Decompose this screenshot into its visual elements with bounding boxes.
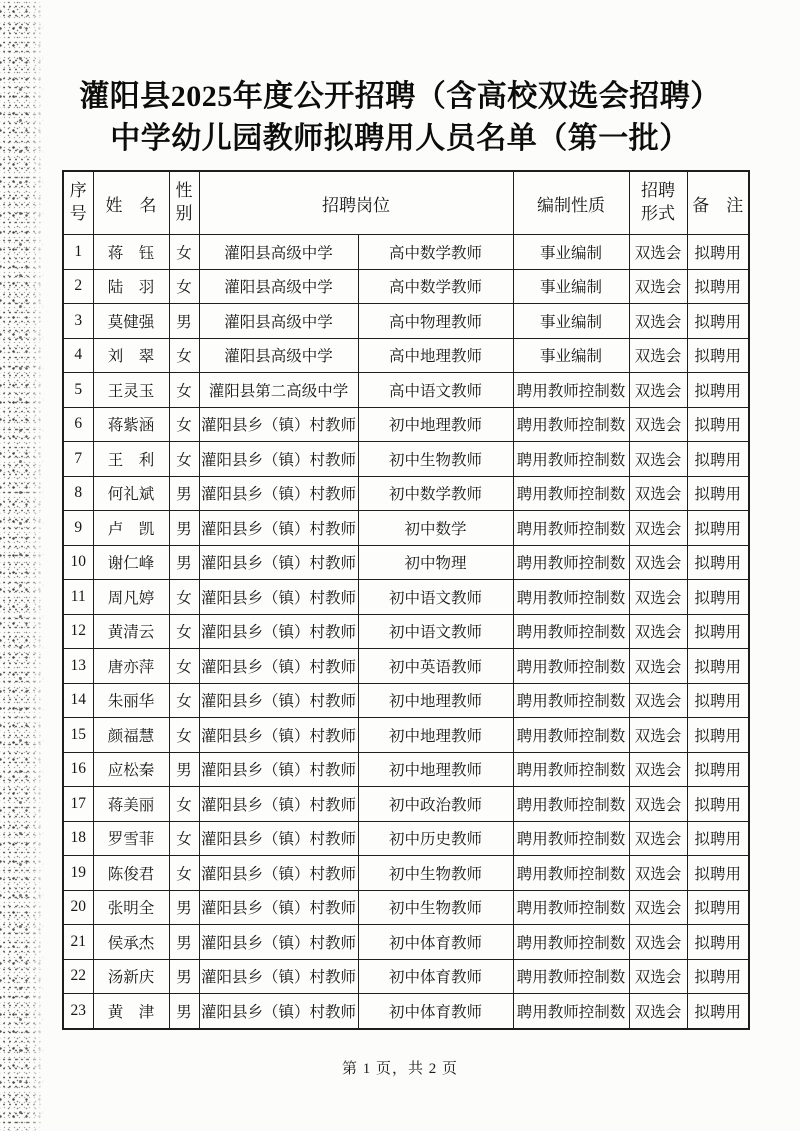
- cell-form: 双选会: [629, 890, 687, 925]
- cell-position: 高中地理教师: [358, 338, 513, 373]
- cell-gender: 女: [169, 856, 199, 891]
- table-row: [63, 821, 749, 856]
- cell-school: 灌阳县乡（镇）村教师: [199, 752, 358, 787]
- page-footer: 第 1 页，共 2 页: [341, 1061, 458, 1077]
- cell-establishment: 聘用教师控制数: [513, 649, 629, 684]
- cell-form: 双选会: [629, 442, 687, 477]
- cell-remark: 拟聘用: [687, 373, 749, 408]
- cell-gender: 男: [169, 752, 199, 787]
- cell-form: 双选会: [629, 821, 687, 856]
- cell-school: 灌阳县高级中学: [199, 304, 358, 339]
- cell-name: 周凡婷: [93, 580, 169, 615]
- cell-gender: 男: [169, 890, 199, 925]
- cell-gender: 女: [169, 718, 199, 753]
- cell-no: 5: [63, 373, 93, 408]
- cell-position: 初中体育教师: [358, 959, 513, 994]
- cell-no: 4: [63, 338, 93, 373]
- cell-school: 灌阳县乡（镇）村教师: [199, 683, 358, 718]
- cell-school: 灌阳县乡（镇）村教师: [199, 718, 358, 753]
- table-row: [63, 890, 749, 925]
- table-row: [63, 614, 749, 649]
- cell-establishment: 聘用教师控制数: [513, 545, 629, 580]
- cell-name: 唐亦萍: [93, 649, 169, 684]
- cell-school: 灌阳县乡（镇）村教师: [199, 787, 358, 822]
- cell-establishment: 事业编制: [513, 269, 629, 304]
- cell-position: 初中物理: [358, 545, 513, 580]
- cell-school: 灌阳县乡（镇）村教师: [199, 649, 358, 684]
- cell-establishment: 聘用教师控制数: [513, 683, 629, 718]
- cell-remark: 拟聘用: [687, 683, 749, 718]
- cell-name: 卢 凯: [93, 511, 169, 546]
- table-row: [63, 407, 749, 442]
- cell-gender: 女: [169, 580, 199, 615]
- cell-gender: 女: [169, 683, 199, 718]
- cell-establishment: 事业编制: [513, 235, 629, 270]
- cell-gender: 女: [169, 821, 199, 856]
- cell-school: 灌阳县高级中学: [199, 235, 358, 270]
- table-row: [63, 545, 749, 580]
- cell-form: 双选会: [629, 683, 687, 718]
- table-row: [63, 718, 749, 753]
- roster-table: [62, 170, 750, 1030]
- cell-gender: 女: [169, 614, 199, 649]
- header-position-group: 招聘岗位: [199, 171, 513, 235]
- cell-name: 谢仁峰: [93, 545, 169, 580]
- cell-school: 灌阳县乡（镇）村教师: [199, 614, 358, 649]
- cell-establishment: 聘用教师控制数: [513, 959, 629, 994]
- cell-remark: 拟聘用: [687, 545, 749, 580]
- cell-school: 灌阳县高级中学: [199, 269, 358, 304]
- cell-position: 初中生物教师: [358, 890, 513, 925]
- cell-school: 灌阳县高级中学: [199, 338, 358, 373]
- cell-position: 初中地理教师: [358, 407, 513, 442]
- cell-position: 初中历史教师: [358, 821, 513, 856]
- cell-position: 初中地理教师: [358, 718, 513, 753]
- cell-remark: 拟聘用: [687, 580, 749, 615]
- cell-position: 高中语文教师: [358, 373, 513, 408]
- cell-form: 双选会: [629, 649, 687, 684]
- cell-form: 双选会: [629, 614, 687, 649]
- cell-no: 6: [63, 407, 93, 442]
- cell-name: 蒋 钰: [93, 235, 169, 270]
- cell-no: 13: [63, 649, 93, 684]
- table-row: [63, 683, 749, 718]
- cell-no: 17: [63, 787, 93, 822]
- cell-form: 双选会: [629, 752, 687, 787]
- cell-position: 初中体育教师: [358, 925, 513, 960]
- cell-no: 16: [63, 752, 93, 787]
- cell-gender: 男: [169, 925, 199, 960]
- table-row: [63, 959, 749, 994]
- cell-establishment: 聘用教师控制数: [513, 614, 629, 649]
- table-row: [63, 856, 749, 891]
- cell-remark: 拟聘用: [687, 925, 749, 960]
- cell-name: 黄 津: [93, 994, 169, 1029]
- cell-name: 王灵玉: [93, 373, 169, 408]
- cell-establishment: 聘用教师控制数: [513, 476, 629, 511]
- cell-form: 双选会: [629, 511, 687, 546]
- cell-establishment: 聘用教师控制数: [513, 442, 629, 477]
- document-title: [0, 76, 800, 160]
- cell-no: 8: [63, 476, 93, 511]
- cell-school: 灌阳县乡（镇）村教师: [199, 821, 358, 856]
- cell-no: 19: [63, 856, 93, 891]
- cell-name: 陆 羽: [93, 269, 169, 304]
- cell-remark: 拟聘用: [687, 821, 749, 856]
- cell-remark: 拟聘用: [687, 752, 749, 787]
- cell-remark: 拟聘用: [687, 787, 749, 822]
- cell-name: 陈俊君: [93, 856, 169, 891]
- cell-gender: 男: [169, 511, 199, 546]
- cell-establishment: 聘用教师控制数: [513, 787, 629, 822]
- cell-remark: 拟聘用: [687, 959, 749, 994]
- table-row: [63, 925, 749, 960]
- table-row: [63, 649, 749, 684]
- cell-form: 双选会: [629, 787, 687, 822]
- scan-edge-noise: [0, 0, 44, 1131]
- cell-form: 双选会: [629, 994, 687, 1029]
- table-row: [63, 338, 749, 373]
- cell-name: 黄清云: [93, 614, 169, 649]
- header-form: [629, 171, 687, 235]
- cell-school: 灌阳县乡（镇）村教师: [199, 856, 358, 891]
- cell-remark: 拟聘用: [687, 994, 749, 1029]
- cell-no: 10: [63, 545, 93, 580]
- cell-remark: 拟聘用: [687, 476, 749, 511]
- cell-establishment: 聘用教师控制数: [513, 856, 629, 891]
- cell-remark: 拟聘用: [687, 890, 749, 925]
- cell-remark: 拟聘用: [687, 649, 749, 684]
- header-name: 姓 名: [93, 171, 169, 235]
- title-line-2: 中学幼儿园教师拟聘用人员名单（第一批）: [110, 122, 690, 155]
- cell-no: 2: [63, 269, 93, 304]
- cell-no: 21: [63, 925, 93, 960]
- cell-establishment: 聘用教师控制数: [513, 752, 629, 787]
- cell-gender: 女: [169, 373, 199, 408]
- header-gender: [169, 171, 199, 235]
- cell-form: 双选会: [629, 580, 687, 615]
- cell-position: 高中物理教师: [358, 304, 513, 339]
- cell-name: 刘 翠: [93, 338, 169, 373]
- cell-school: 灌阳县乡（镇）村教师: [199, 994, 358, 1029]
- cell-gender: 女: [169, 338, 199, 373]
- cell-gender: 男: [169, 545, 199, 580]
- cell-no: 3: [63, 304, 93, 339]
- table-row: [63, 476, 749, 511]
- cell-establishment: 聘用教师控制数: [513, 994, 629, 1029]
- cell-school: 灌阳县乡（镇）村教师: [199, 511, 358, 546]
- cell-no: 14: [63, 683, 93, 718]
- cell-establishment: 事业编制: [513, 304, 629, 339]
- cell-remark: 拟聘用: [687, 442, 749, 477]
- cell-name: 何礼斌: [93, 476, 169, 511]
- cell-position: 初中语文教师: [358, 614, 513, 649]
- cell-establishment: 事业编制: [513, 338, 629, 373]
- cell-form: 双选会: [629, 235, 687, 270]
- cell-gender: 男: [169, 476, 199, 511]
- cell-form: 双选会: [629, 476, 687, 511]
- cell-no: 22: [63, 959, 93, 994]
- cell-name: 汤新庆: [93, 959, 169, 994]
- cell-establishment: 聘用教师控制数: [513, 511, 629, 546]
- cell-position: 高中数学教师: [358, 269, 513, 304]
- cell-remark: 拟聘用: [687, 407, 749, 442]
- cell-gender: 女: [169, 442, 199, 477]
- cell-no: 23: [63, 994, 93, 1029]
- cell-position: 初中数学教师: [358, 476, 513, 511]
- cell-name: 蒋美丽: [93, 787, 169, 822]
- cell-no: 15: [63, 718, 93, 753]
- cell-position: 初中政治教师: [358, 787, 513, 822]
- cell-form: 双选会: [629, 338, 687, 373]
- cell-name: 罗雪菲: [93, 821, 169, 856]
- cell-form: 双选会: [629, 269, 687, 304]
- cell-position: 高中数学教师: [358, 235, 513, 270]
- table-row: [63, 994, 749, 1029]
- cell-form: 双选会: [629, 304, 687, 339]
- cell-remark: 拟聘用: [687, 269, 749, 304]
- cell-gender: 男: [169, 994, 199, 1029]
- cell-position: 初中英语教师: [358, 649, 513, 684]
- cell-name: 侯承杰: [93, 925, 169, 960]
- table-row: [63, 235, 749, 270]
- header-remark: 备 注: [687, 171, 749, 235]
- cell-remark: 拟聘用: [687, 235, 749, 270]
- header-form-label: 招聘形式: [640, 181, 675, 223]
- cell-form: 双选会: [629, 718, 687, 753]
- cell-gender: 女: [169, 649, 199, 684]
- cell-name: 莫健强: [93, 304, 169, 339]
- cell-school: 灌阳县乡（镇）村教师: [199, 476, 358, 511]
- cell-position: 初中数学: [358, 511, 513, 546]
- table-row: [63, 787, 749, 822]
- cell-position: 初中语文教师: [358, 580, 513, 615]
- table-row: [63, 442, 749, 477]
- cell-name: 应松秦: [93, 752, 169, 787]
- cell-establishment: 聘用教师控制数: [513, 890, 629, 925]
- cell-establishment: 聘用教师控制数: [513, 821, 629, 856]
- cell-gender: 男: [169, 304, 199, 339]
- cell-school: 灌阳县第二高级中学: [199, 373, 358, 408]
- cell-form: 双选会: [629, 959, 687, 994]
- cell-remark: 拟聘用: [687, 511, 749, 546]
- cell-form: 双选会: [629, 545, 687, 580]
- header-gender-label: 性别: [175, 181, 193, 223]
- cell-remark: 拟聘用: [687, 338, 749, 373]
- cell-form: 双选会: [629, 373, 687, 408]
- table-body: [63, 235, 749, 1029]
- table-row: [63, 269, 749, 304]
- cell-remark: 拟聘用: [687, 856, 749, 891]
- cell-name: 颜福慧: [93, 718, 169, 753]
- cell-no: 7: [63, 442, 93, 477]
- cell-remark: 拟聘用: [687, 614, 749, 649]
- cell-position: 初中生物教师: [358, 442, 513, 477]
- table-row: [63, 304, 749, 339]
- table-row: [63, 511, 749, 546]
- cell-gender: 女: [169, 235, 199, 270]
- header-no: [63, 171, 93, 235]
- table-row: [63, 373, 749, 408]
- cell-no: 9: [63, 511, 93, 546]
- cell-school: 灌阳县乡（镇）村教师: [199, 407, 358, 442]
- cell-school: 灌阳县乡（镇）村教师: [199, 442, 358, 477]
- cell-school: 灌阳县乡（镇）村教师: [199, 580, 358, 615]
- table-row: [63, 752, 749, 787]
- cell-no: 1: [63, 235, 93, 270]
- cell-establishment: 聘用教师控制数: [513, 580, 629, 615]
- header-no-label: 序号: [69, 181, 87, 223]
- cell-no: 12: [63, 614, 93, 649]
- cell-position: 初中地理教师: [358, 752, 513, 787]
- header-establishment: 编制性质: [513, 171, 629, 235]
- cell-name: 蒋紫涵: [93, 407, 169, 442]
- cell-name: 朱丽华: [93, 683, 169, 718]
- table-row: [63, 580, 749, 615]
- cell-name: 王 利: [93, 442, 169, 477]
- cell-position: 初中地理教师: [358, 683, 513, 718]
- cell-no: 20: [63, 890, 93, 925]
- cell-remark: 拟聘用: [687, 304, 749, 339]
- cell-establishment: 聘用教师控制数: [513, 925, 629, 960]
- header-row: [63, 171, 749, 235]
- cell-school: 灌阳县乡（镇）村教师: [199, 925, 358, 960]
- title-line-1: 灌阳县2025年度公开招聘（含高校双选会招聘）: [79, 80, 721, 113]
- cell-form: 双选会: [629, 925, 687, 960]
- cell-establishment: 聘用教师控制数: [513, 407, 629, 442]
- cell-school: 灌阳县乡（镇）村教师: [199, 890, 358, 925]
- cell-name: 张明全: [93, 890, 169, 925]
- cell-no: 18: [63, 821, 93, 856]
- cell-establishment: 聘用教师控制数: [513, 718, 629, 753]
- cell-remark: 拟聘用: [687, 718, 749, 753]
- cell-school: 灌阳县乡（镇）村教师: [199, 959, 358, 994]
- cell-gender: 女: [169, 407, 199, 442]
- cell-position: 初中生物教师: [358, 856, 513, 891]
- cell-gender: 女: [169, 269, 199, 304]
- cell-form: 双选会: [629, 856, 687, 891]
- cell-form: 双选会: [629, 407, 687, 442]
- cell-no: 11: [63, 580, 93, 615]
- cell-school: 灌阳县乡（镇）村教师: [199, 545, 358, 580]
- cell-gender: 女: [169, 787, 199, 822]
- cell-position: 初中体育教师: [358, 994, 513, 1029]
- cell-gender: 男: [169, 959, 199, 994]
- cell-establishment: 聘用教师控制数: [513, 373, 629, 408]
